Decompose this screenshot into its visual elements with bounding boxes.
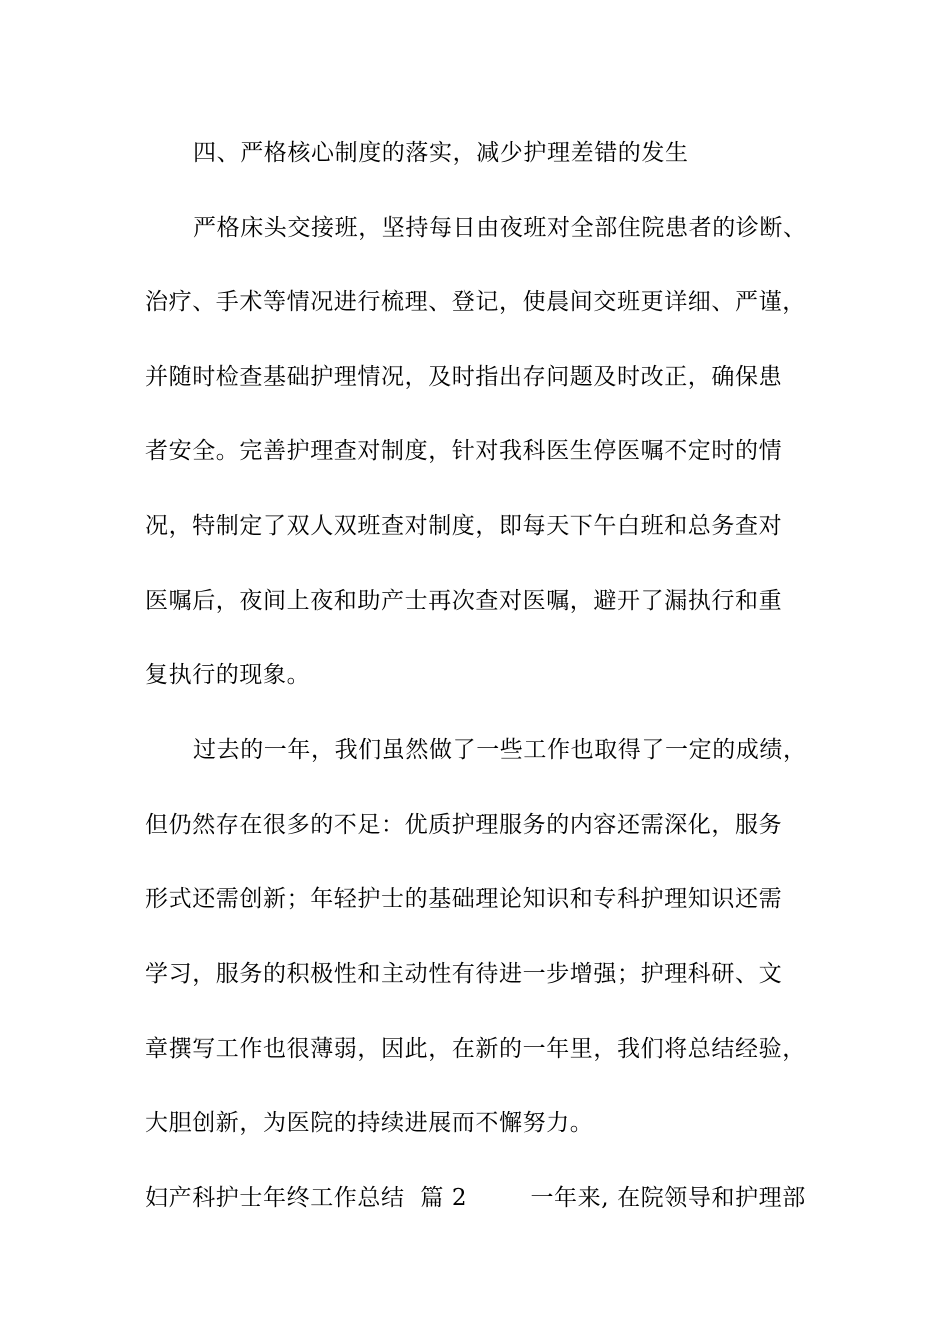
paragraph-line: 治疗、手术等情况进行梳理、登记，使晨间交班更详细、严谨， — [145, 289, 806, 315]
paragraph-line: 者安全。完善护理查对制度，针对我科医生停医嘱不定时的情 — [145, 438, 783, 464]
paragraph-line: 大胆创新，为医院的持续进展而不懈努力。 — [145, 1110, 594, 1136]
section-heading: 四、严格核心制度的落实，减少护理差错的发生 — [193, 140, 689, 166]
paragraph-line: 过去的一年，我们虽然做了一些工作也取得了一定的成绩， — [193, 737, 807, 763]
paragraph-line: 况，特制定了双人双班查对制度，即每天下午白班和总务查对 — [145, 513, 783, 539]
paragraph-line: 严格床头交接班，坚持每日由夜班对全部住院患者的诊断、 — [193, 215, 807, 241]
paragraph-line: 并随时检查基础护理情况，及时指出存问题及时改正，确保患 — [145, 364, 783, 390]
article-title-line: 妇产科护士年终工作总结 篇 2 一年来, 在院领导和护理部 — [145, 1185, 806, 1211]
paragraph-line: 但仍然存在很多的不足：优质护理服务的内容还需深化，服务 — [145, 812, 783, 838]
paragraph-line: 形式还需创新；年轻护士的基础理论知识和专科护理知识还需 — [145, 886, 783, 912]
paragraph-line: 医嘱后，夜间上夜和助产士再次查对医嘱，避开了漏执行和重 — [145, 588, 783, 614]
paragraph-line: 学习，服务的积极性和主动性有待进一步增强；护理科研、文 — [145, 961, 783, 987]
paragraph-line: 复执行的现象。 — [145, 662, 311, 688]
paragraph-line: 章撰写工作也很薄弱，因此，在新的一年里，我们将总结经验， — [145, 1036, 806, 1062]
